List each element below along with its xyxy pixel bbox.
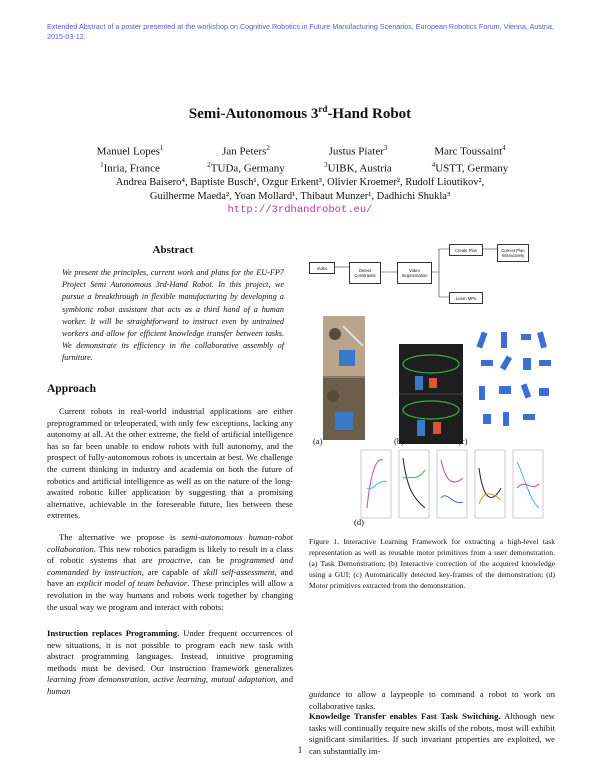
- header-note: Extended Abstract of a poster presented at the workshop on Cognitive Robotics in Future Manufacturing Scenarios, European Robotics Forum, Vienna, Austria, 2015-03-12.: [47, 22, 554, 41]
- coauthors: Andrea Baisero⁴, Baptiste Busch¹, Ozgur Erkent³, Olivier Kroemer², Rudolf Lioutikov², Guilherme Maeda², Yoan Mollard¹, Thibaut Munzer¹, Dadhichi Shukla³: [115, 177, 485, 202]
- author-3: Justus Piater$^3$ $^3$UIBK, Austria: [324, 144, 392, 175]
- author-4: Marc Toussaint$^4$ $^4$USTT, Germany: [431, 144, 509, 175]
- figure-label-a: (a): [313, 436, 323, 446]
- figure-caption: Figure 1. Interactive Learning Framework for extracting a high-level task representation as well as reusable motor primitives from a user demonstration. (a) Task Demonstration; (b) Interactive correction of the acquired knowledge using a GUI; (c) Automatically detected key-frames of the demonstration; (d) Motor primitives extracted from the demonstration.: [309, 537, 555, 590]
- flow-box-segmentation: Video Segmentation: [397, 262, 432, 284]
- paragraph-3: Instruction replaces Programming. Under frequent occurrences of new situations, it is not possible to program each new task with abstract programming languages. Instead, intuitive programing methods must be devised. Our instruction framework generalizes learning from demonstration, active learning, mutual adaptation, and human: [47, 628, 293, 696]
- project-url-link[interactable]: http://3rdhandrobot.eu/: [227, 204, 373, 216]
- motor-primitives-plot: [359, 448, 555, 524]
- figure-label-c: (c): [458, 436, 468, 446]
- paper-title: Semi-Autonomous 3rd-Hand Robot: [188, 104, 412, 122]
- flow-box-video: Video: [309, 262, 335, 274]
- paragraph-5: Knowledge Transfer enables Fast Task Switching. Although new tasks will continually require new skills of the robots, most will exhibit significant similarities. If such invariant properties are exploited, we can substantially im-: [309, 711, 555, 756]
- figure-1: [309, 240, 559, 530]
- abstract-heading: Abstract: [152, 244, 194, 256]
- author-1: Manuel Lopes$^1$ $^1$Inria, France: [96, 144, 164, 175]
- paragraph-2: The alternative we propose is semi-autonomous human-robot collaboration. This new robotics paradigm is likely to result in a class of robotic systems that are proactive, can be programmed and commanded by instruction, are capable of skill self-assessment, and have an explicit model of team behavior. These principles will allow a revolution in the way humans and robots work together by changing the usual way we program and interact with robots:: [47, 532, 294, 612]
- flow-box-learn-mps: Learn MPs: [449, 292, 483, 304]
- flow-box-correct-plan: Correct Plan Interactively: [497, 244, 529, 262]
- figure-label-d: (d): [354, 517, 364, 527]
- flow-arrows: [309, 240, 559, 310]
- flow-box-create-plan: Create Plan: [449, 244, 483, 256]
- figure-label-b: (b): [394, 436, 404, 446]
- approach-heading: Approach: [47, 383, 96, 395]
- flow-box-detect: Detect Constraints: [349, 262, 381, 284]
- demonstration-photo: [323, 316, 365, 440]
- page-number: 1: [297, 745, 303, 755]
- paragraph-4: guidance to allow a laypeople to command a robot to work on collaborative tasks.: [309, 689, 555, 711]
- gui-screenshot: [399, 344, 463, 444]
- abstract-text: We present the principles, current work and plans for the EU-FP7 Project Semi Autonomous 3rd-Hand Robot. In this project, we pursue a breakthrough in flexible manufacturing by developing a symbiotic robot assistant that acts as a third hand of a human worker. It will be straightforward to instruct even by untrained workers and allow for efficient knowledge transfer between tasks. We demonstrate its efficiency in the collaborative assembly of furniture.: [62, 268, 284, 363]
- keyframes-image: [473, 326, 559, 438]
- paragraph-1: Current robots in real-world industrial applications are either preprogrammed or teleoperated, with only few exceptions, lacking any autonomy at all. At the other extreme, the field of artificial intelligence has so far been unable to endow robots with full autonomy, and the prospect of fully-autonomous robots is uncertain at best. We challenge the current thinking in industry and academia on both the future of robotics and artificial intelligence as well as on the nature of the long-awaited robotic killer application by suggesting that a promising alternative, achievable in the foreseeable future, lies between these extremes.: [47, 406, 293, 521]
- author-2: Jan Peters$^2$ $^2$TUDa, Germany: [207, 144, 285, 175]
